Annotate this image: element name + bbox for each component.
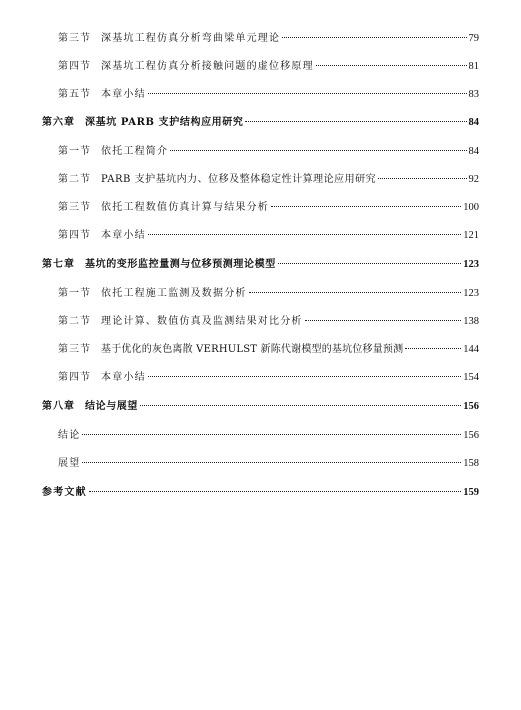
toc-chapter-entry[interactable] (42, 399, 479, 415)
toc-entry-number: 第一节 (58, 146, 91, 157)
toc-chapter-title: 基坑的变形监控量测与位移预测理论模型 (85, 259, 276, 270)
toc-entry-page: 100 (463, 202, 479, 213)
toc-entry-number: 第四节 (58, 230, 91, 241)
toc-entry-title: 深基坑工程仿真分析接触问题的虚位移原理 (101, 61, 314, 72)
toc-entry[interactable] (58, 342, 479, 358)
dot-leader (148, 234, 461, 235)
toc-entry-number: 第三节 (58, 344, 91, 355)
dot-leader (282, 37, 466, 38)
toc-entry-page: 144 (463, 344, 479, 355)
toc-entry-number: 第三节 (58, 33, 91, 44)
toc-entry-page: 138 (463, 316, 479, 327)
toc-entry-title: 深基坑工程仿真分析弯曲梁单元理论 (101, 33, 281, 44)
toc-entry-number: 第四节 (58, 372, 91, 383)
toc-entry-number: 第三节 (58, 202, 91, 213)
toc-references-page: 159 (463, 487, 479, 498)
toc-entry-title: 本章小结 (101, 89, 146, 100)
dot-leader (245, 121, 466, 122)
dot-leader (305, 320, 462, 321)
toc-entry-page: 156 (463, 430, 479, 441)
toc-chapter-page: 84 (468, 117, 479, 128)
toc-entry-title: 本章小结 (101, 230, 146, 241)
toc-entry-page: 154 (463, 372, 479, 383)
toc-chapter-page: 123 (463, 259, 479, 270)
toc-entry-page: 79 (468, 33, 479, 44)
dot-leader (378, 178, 466, 179)
toc-entry[interactable] (58, 370, 479, 386)
toc-entry[interactable] (58, 59, 479, 75)
toc-entry[interactable] (58, 314, 479, 330)
toc-references-entry[interactable] (42, 485, 479, 501)
toc-entry-number: 第二节 (58, 174, 91, 185)
toc-references-title: 参考文献 (42, 487, 87, 498)
toc-entry[interactable] (58, 31, 479, 47)
toc-chapter-number: 第六章 (42, 117, 75, 128)
toc-entry[interactable] (58, 144, 479, 160)
dot-leader (140, 405, 461, 406)
toc-entry-page: 123 (463, 288, 479, 299)
dot-leader (249, 292, 462, 293)
toc-entry-title: 理论计算、数值仿真及监测结果对比分析 (101, 316, 303, 327)
toc-entry-page: 81 (468, 61, 479, 72)
toc-entry[interactable] (58, 200, 479, 216)
toc-entry-page: 158 (463, 458, 479, 469)
toc-entry-number: 第五节 (58, 89, 91, 100)
toc-entry-number: 第四节 (58, 61, 91, 72)
dot-leader (271, 206, 461, 207)
toc-entry[interactable] (58, 428, 479, 444)
toc-entry-title: 本章小结 (101, 372, 146, 383)
toc-chapter-number: 第七章 (42, 259, 75, 270)
toc-entry-page: 84 (468, 146, 479, 157)
dot-leader (89, 491, 461, 492)
toc-chapter-number: 第八章 (42, 401, 75, 412)
toc-entry-page: 92 (468, 174, 479, 185)
toc-entry-title: 结论 (58, 430, 81, 441)
toc-entry-number: 第二节 (58, 316, 91, 327)
toc-entry[interactable] (58, 456, 479, 472)
dot-leader (405, 348, 461, 349)
dot-leader (82, 434, 461, 435)
toc-entry[interactable] (58, 172, 479, 188)
toc-entry-page: 83 (468, 89, 479, 100)
toc-entry[interactable] (58, 87, 479, 103)
toc-entry-title: PARB 支护基坑内力、位移及整体稳定性计算理论应用研究 (101, 174, 377, 185)
toc-chapter-page: 156 (463, 401, 479, 412)
toc-entry-title: 展望 (58, 458, 81, 469)
toc-entry-title: 依托工程数值仿真计算与结果分析 (101, 202, 269, 213)
dot-leader (278, 263, 461, 264)
dot-leader (148, 93, 467, 94)
toc-chapter-entry[interactable] (42, 115, 479, 131)
toc-entry-title: 依托工程简介 (101, 146, 169, 157)
dot-leader (170, 150, 466, 151)
toc-entry-page: 121 (463, 230, 479, 241)
toc-entry-title: 基于优化的灰色离散 VERHULST 新陈代谢模型的基坑位移量预测 (101, 344, 404, 355)
dot-leader (316, 65, 467, 66)
toc-entry-title: 依托工程施工监测及数据分析 (101, 288, 247, 299)
toc-chapter-entry[interactable] (42, 257, 479, 273)
dot-leader (148, 376, 461, 377)
toc-entry[interactable] (58, 228, 479, 244)
dot-leader (82, 462, 461, 463)
toc-entry[interactable] (58, 286, 479, 302)
toc-chapter-title: 深基坑 PARB 支护结构应用研究 (85, 117, 244, 128)
toc-chapter-title: 结论与展望 (85, 401, 138, 412)
toc-entry-number: 第一节 (58, 288, 91, 299)
